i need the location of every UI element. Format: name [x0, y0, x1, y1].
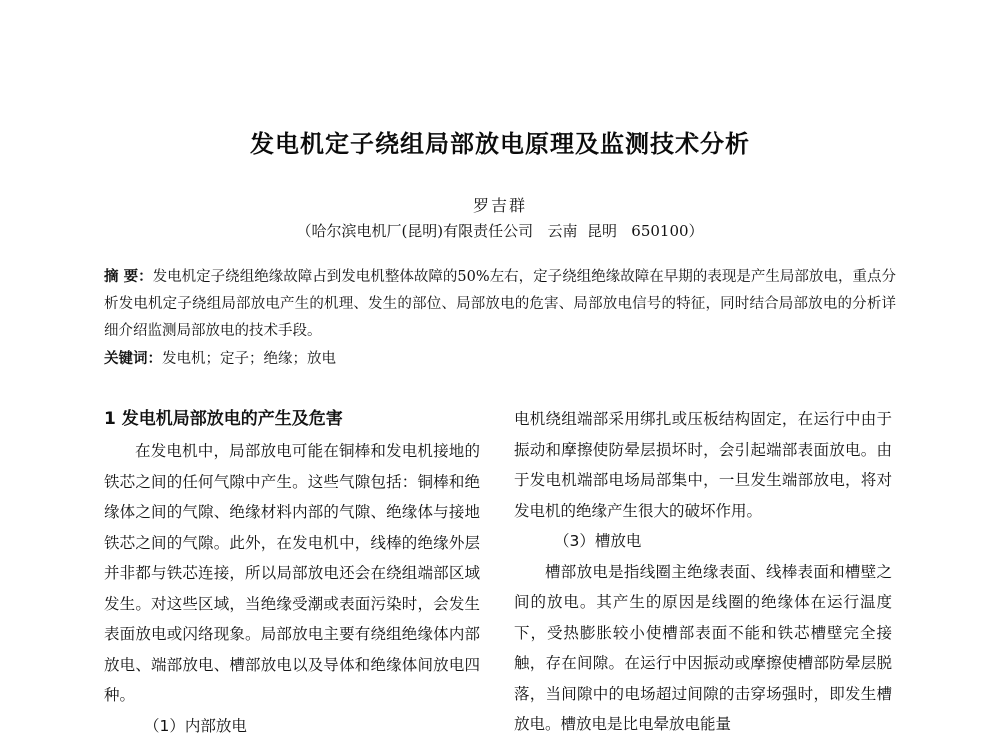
subsection-heading: （1）内部放电 — [144, 716, 247, 735]
paper-title: 发电机定子绕组局部放电原理及监测技术分析 — [250, 130, 750, 158]
keywords-label: 关键词： — [104, 351, 162, 367]
author-affiliation: （哈尔滨电机厂(昆明)有限责任公司 云南 昆明 650100） — [296, 222, 704, 240]
keywords-text: 发电机；定子；绝缘；放电 — [162, 351, 336, 367]
abstract — [104, 264, 896, 345]
body-paragraph: 槽部放电是指线圈主绝缘表面、线棒表面和槽壁之间的放电。其产生的原因是线圈的绝缘体在运行温度下，受热膨胀较小使槽部表面不能和铁芯槽壁完全接触，存在间隙。在运行中因振动或摩擦使槽部防晕层脱落，当间隙中的电场超过间隙的击穿场强时，即发生槽放电。槽放电是比电晕放电能量 — [514, 562, 892, 733]
right-column — [514, 404, 892, 740]
body-paragraph: 电机绕组端部采用绑扎或压板结构固定，在运行中由于振动和摩擦使防晕层损坏时，会引起端部表面放电。由于发电机端部电场局部集中，一旦发生端部放电，将对发电机的绝缘产生很大的破坏作用。 — [514, 410, 892, 520]
abstract-label: 摘 要： — [104, 269, 153, 285]
abstract-text: 发电机定子绕组绝缘故障占到发电机整体故障的50%左右，定子绕组绝缘故障在早期的表现是产生局部放电，重点分析发电机定子绕组局部放电产生的机理、发生的部位、局部放电的危害、局部放电信号的特征，同时结合局部放电的分析详细介绍监测局部放电的技术手段。 — [104, 269, 896, 339]
keywords — [104, 346, 896, 373]
author-name: 罗吉群 — [472, 196, 527, 215]
section-heading: 1 发电机局部放电的产生及危害 — [104, 409, 343, 429]
left-column — [104, 404, 480, 741]
subsection-heading: （3）槽放电 — [554, 532, 642, 550]
body-paragraph: 在发电机中，局部放电可能在铜棒和发电机接地的铁芯之间的任何气隙中产生。这些气隙包括：铜棒和绝缘体之间的气隙、绝缘材料内部的气隙、绝缘体与接地铁芯之间的气隙。此外，在发电机中，线棒的绝缘外层并非都与铁芯连接，所以局部放电还会在绕组端部区域发生。对这些区域，当绝缘受潮或表面污染时，会发生表面放电或闪络现象。局部放电主要有绕组绝缘体内部放电、端部放电、槽部放电以及导体和绝缘体间放电四种。 — [104, 442, 480, 704]
